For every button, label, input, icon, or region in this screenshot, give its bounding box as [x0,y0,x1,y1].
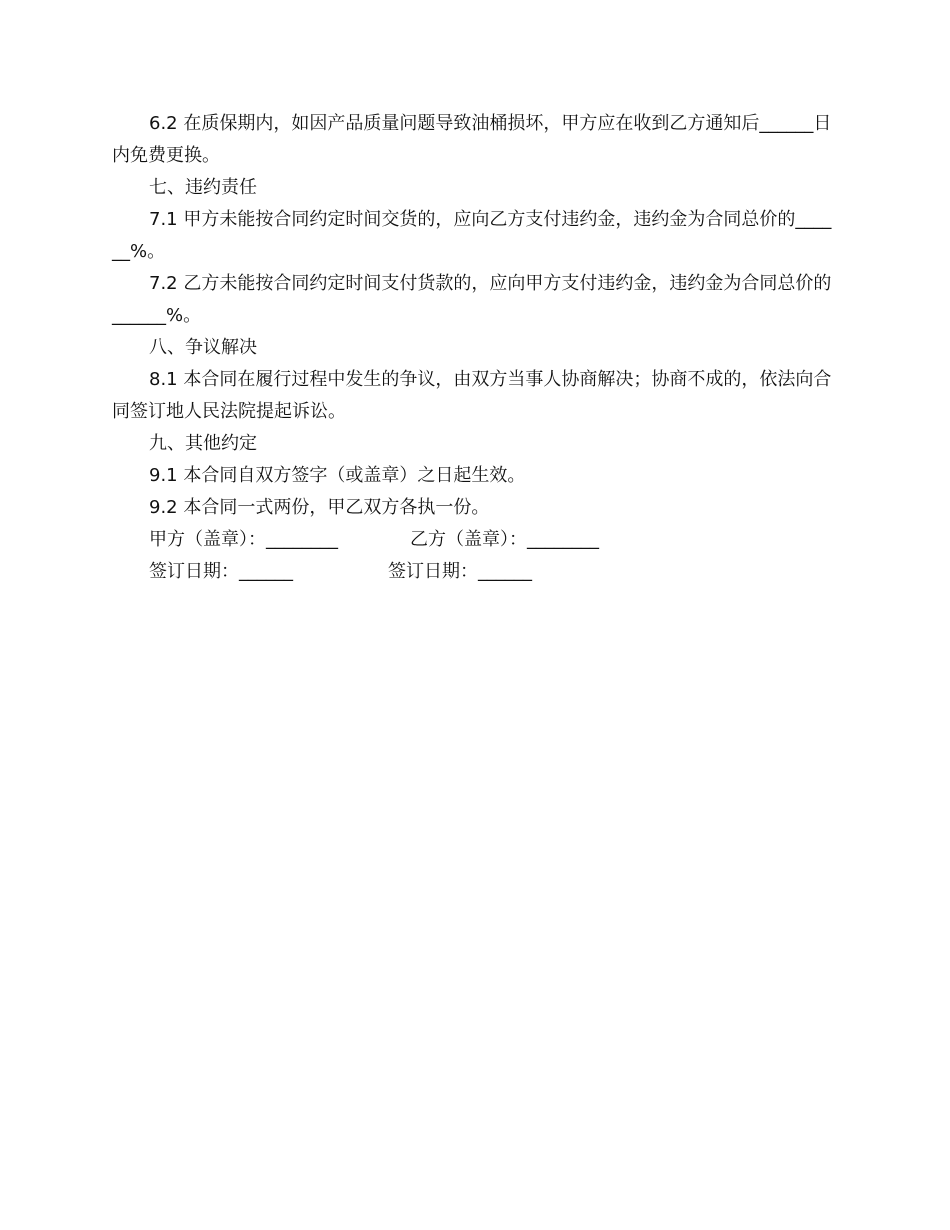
clause-9-1: 9.1 本合同自双方签字（或盖章）之日起生效。 [149,465,526,486]
party-b-seal-field: 乙方（盖章）：________ [410,529,599,550]
clause-7-2: 7.2 乙方未能按合同约定时间支付货款的，应向甲方支付违约金，违约金为合同总价的______%。 [112,273,832,326]
document-body [112,108,838,588]
party-a-date-field: 签订日期：______ [149,561,293,582]
party-b-date-field: 签订日期：______ [388,561,532,582]
clause-9-2: 9.2 本合同一式两份，甲乙双方各执一份。 [149,497,490,518]
signature-seal-row [112,524,838,556]
section-heading-breach-liability: 七、违约责任 [149,177,257,198]
section-heading-dispute-resolution: 八、争议解决 [149,337,257,358]
clause-6-2: 6.2 在质保期内，如因产品质量问题导致油桶损坏，甲方应在收到乙方通知后______日内免费更换。 [112,113,832,166]
section-heading-other-provisions: 九、其他约定 [149,433,257,454]
signature-date-row [112,556,838,588]
clause-7-1: 7.1 甲方未能按合同约定时间交货的，应向乙方支付违约金，违约金为合同总价的______%。 [112,209,832,262]
clause-8-1: 8.1 本合同在履行过程中发生的争议，由双方当事人协商解决；协商不成的，依法向合同签订地人民法院提起诉讼。 [112,369,832,422]
party-a-seal-field: 甲方（盖章）：________ [149,529,338,550]
